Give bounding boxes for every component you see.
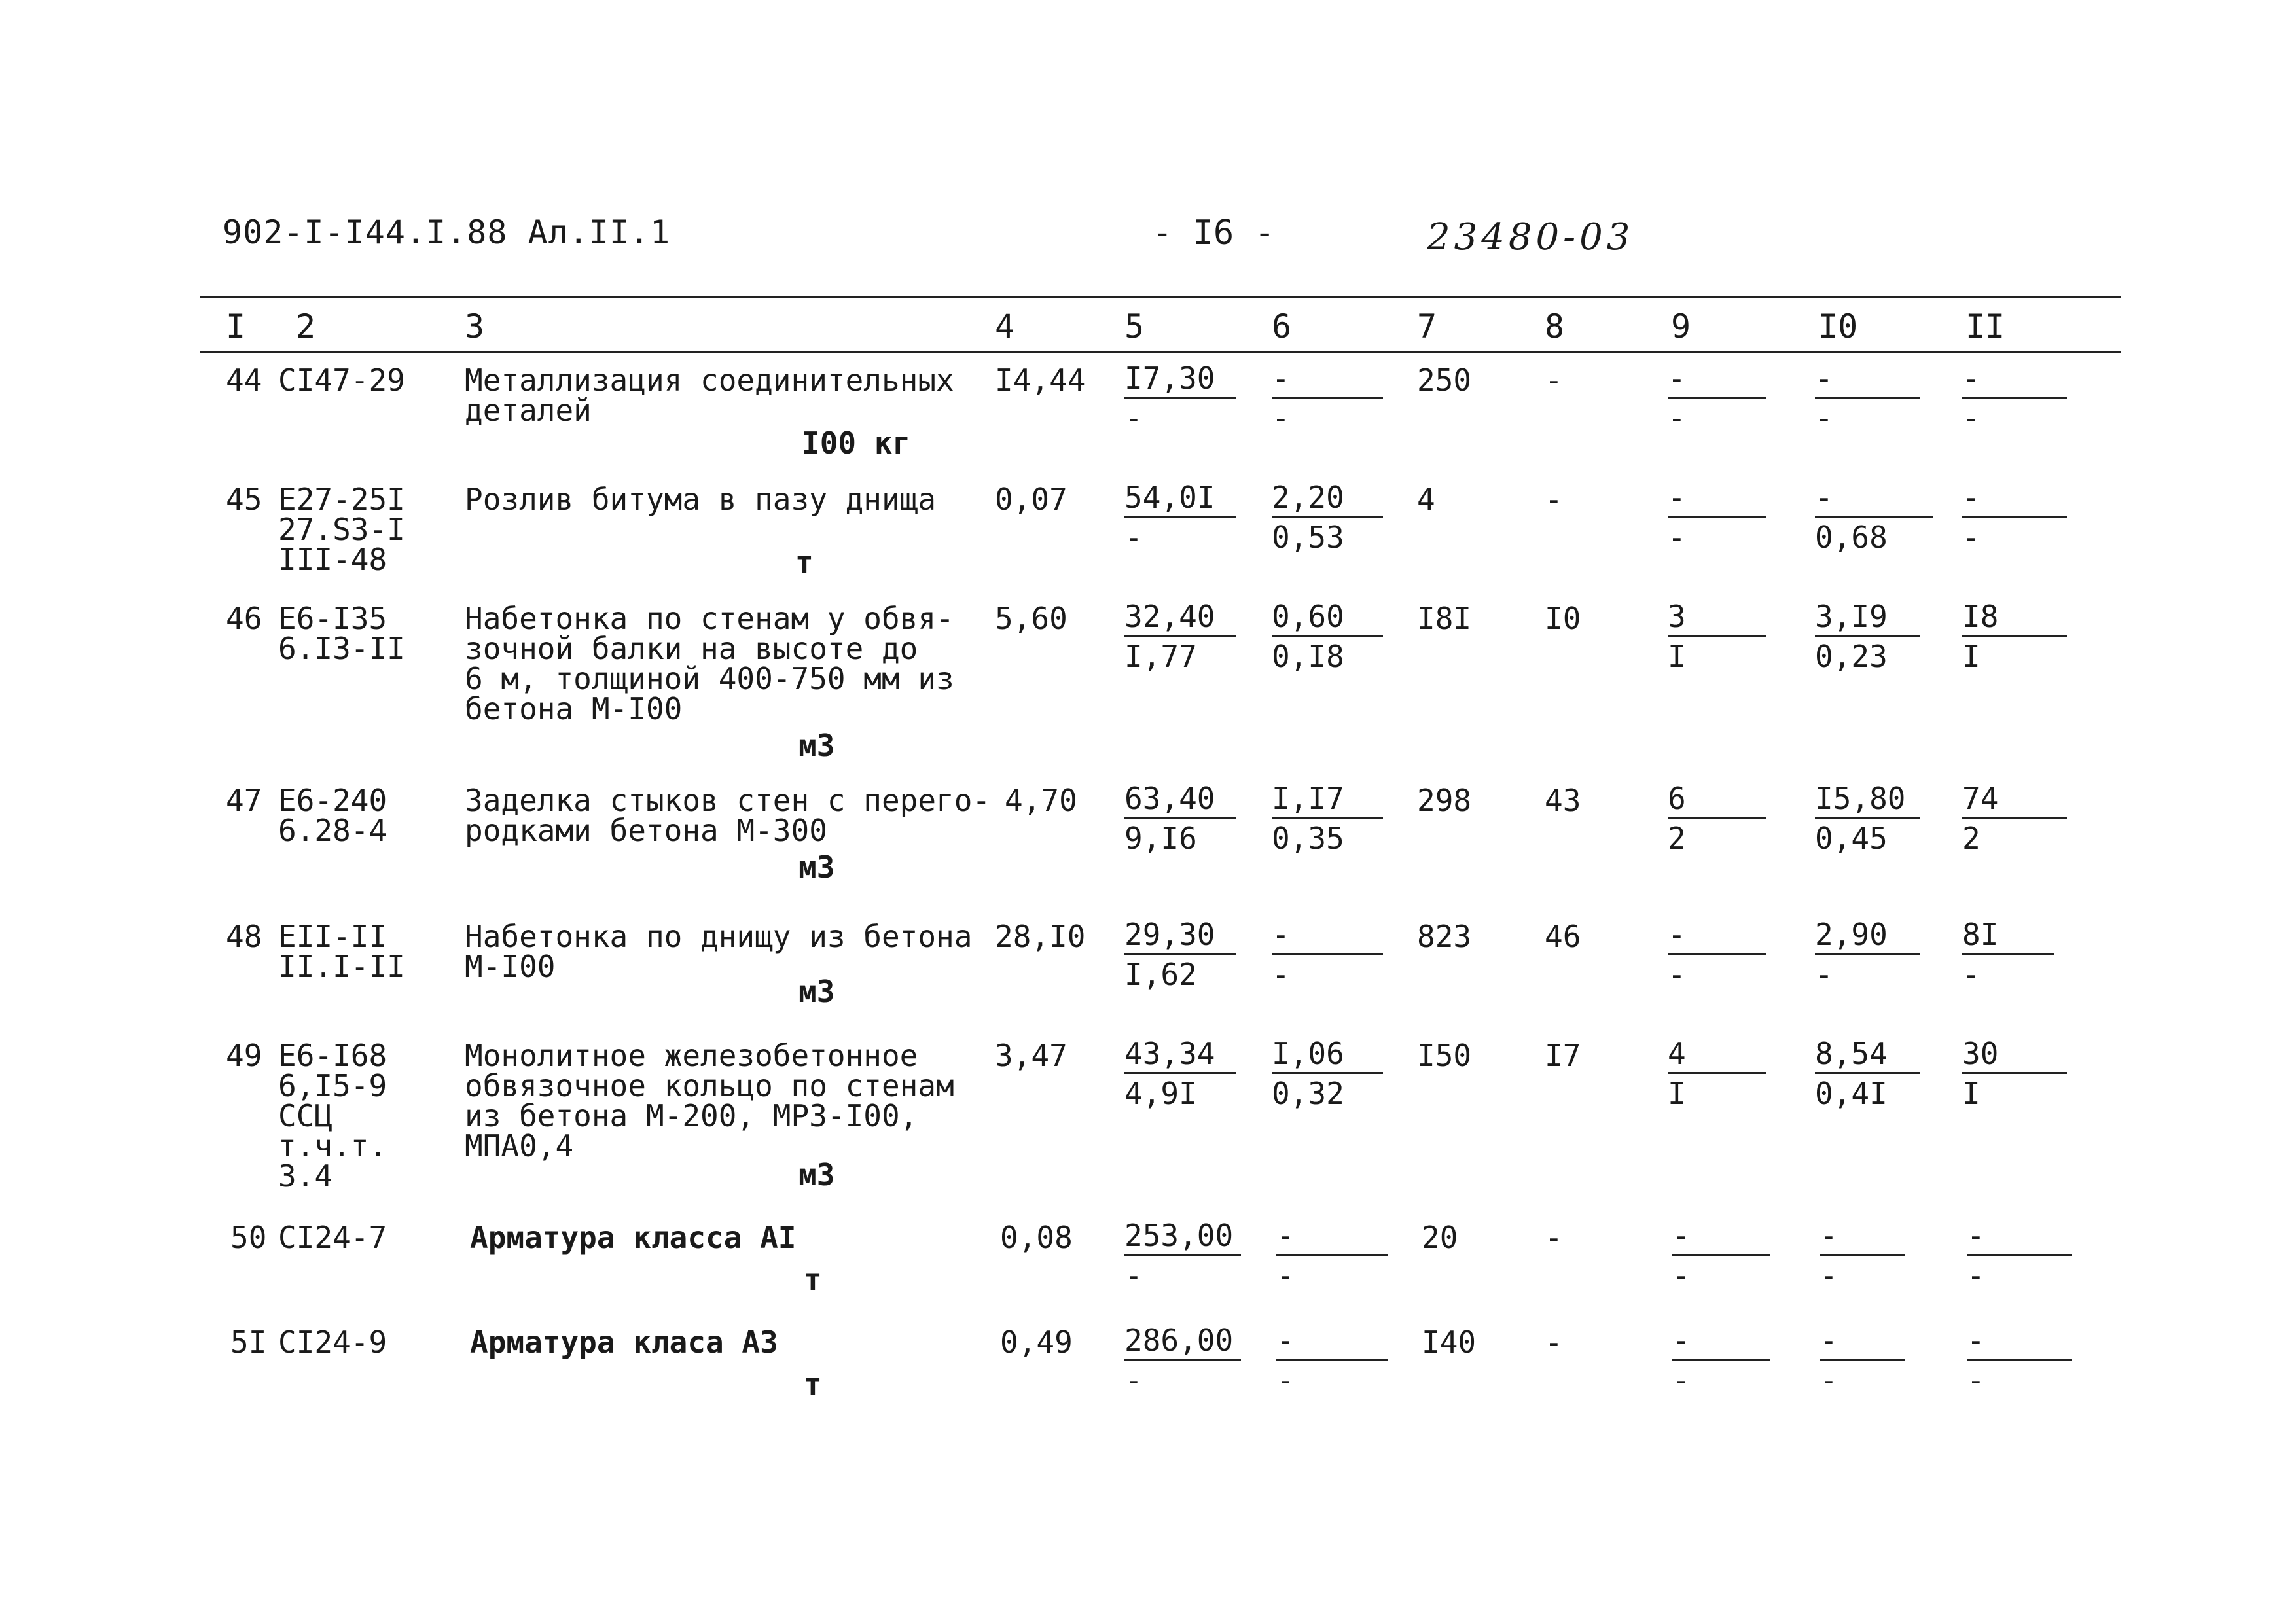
col11-fraction [1962,360,2067,435]
col9-bottom: - [1668,520,1686,555]
column-header: I0 [1818,308,1858,346]
col9-top: 6 [1668,780,1766,819]
col10-fraction [1820,1217,1905,1293]
col7-value: 250 [1417,363,1472,398]
col9-fraction [1672,1217,1770,1293]
column-header: I [226,308,246,346]
col5-bottom: - [1124,1258,1143,1293]
col6-top: 2,20 [1272,479,1383,518]
col11-bottom: I [1962,639,1981,674]
col6-fraction [1272,1035,1383,1111]
row-number: 5I [230,1325,267,1360]
col11-top: 30 [1962,1035,2067,1074]
quantity: I4,44 [995,363,1086,398]
col9-fraction [1668,598,1766,673]
rate-code: EII-II II.I-II [278,919,405,984]
col6-fraction [1272,598,1383,673]
col11-bottom: - [1967,1258,1985,1293]
col5-top: 63,40 [1124,780,1236,819]
col8-value: 46 [1545,919,1581,954]
work-description: Арматура класса AI [470,1220,797,1255]
row-number: 48 [226,919,262,954]
col5-fraction [1124,1035,1236,1111]
quantity: 0,49 [1000,1325,1073,1360]
col8-value: I7 [1545,1038,1581,1073]
col6-bottom: 0,35 [1272,821,1344,856]
unit-of-measure: м3 [798,849,835,885]
col5-top: 29,30 [1124,916,1236,955]
rate-code: E6-I68 6,I5-9 ССЦ т.ч.т. 3.4 [278,1038,387,1194]
column-header: 5 [1124,308,1145,346]
col6-top: - [1272,916,1383,955]
col10-fraction [1815,479,1933,554]
col9-top: - [1668,916,1766,955]
col10-fraction [1815,916,1920,991]
col10-fraction [1815,360,1920,435]
col7-value: I50 [1417,1038,1472,1073]
col5-top: 43,34 [1124,1035,1236,1074]
col5-bottom: - [1124,401,1143,436]
rate-code: CI24-7 [278,1220,387,1255]
col6-fraction [1272,479,1383,554]
unit-of-measure: т [795,544,814,580]
col11-fraction [1967,1322,2072,1397]
col10-top: - [1820,1322,1905,1361]
col10-top: - [1815,479,1933,518]
unit-of-measure: т [804,1262,822,1297]
col11-fraction [1962,1035,2067,1111]
table-top-rule [200,296,2121,298]
col11-top: 8I [1962,916,2054,955]
col9-bottom: I [1668,639,1686,674]
rate-code: E6-I35 6.I3-II [278,601,405,666]
col5-top: 253,00 [1124,1217,1241,1256]
col9-bottom: - [1668,401,1686,436]
col6-bottom: 0,53 [1272,520,1344,555]
column-header: II [1965,308,2005,346]
col10-fraction [1815,780,1920,855]
work-description: Металлизация соединительных деталей [465,363,954,428]
quantity: 28,I0 [995,919,1086,954]
col11-bottom: - [1962,401,1981,436]
unit-of-measure: I00 кг [802,425,911,461]
page-header [0,0,2296,275]
col5-bottom: 9,I6 [1124,821,1197,856]
col5-top: 54,0I [1124,479,1236,518]
col10-bottom: - [1820,1258,1838,1293]
col5-fraction [1124,1217,1241,1293]
col10-bottom: - [1815,401,1833,436]
col11-top: I8 [1962,598,2067,637]
col6-bottom: - [1272,957,1290,992]
col6-top: - [1272,360,1383,399]
col10-bottom: 0,23 [1815,639,1888,674]
col9-bottom: - [1672,1363,1691,1398]
col5-fraction [1124,1322,1241,1397]
col11-top: - [1967,1217,2072,1256]
work-description: Монолитное железобетонное обвязочное кольцо по стенам из бетона М-200, МРЗ-I00, МПА0,4 [465,1038,954,1164]
col10-top: - [1820,1217,1905,1256]
col5-bottom: - [1124,1363,1143,1398]
col5-top: I7,30 [1124,360,1236,399]
col10-bottom: 0,45 [1815,821,1888,856]
col9-fraction [1668,780,1766,855]
col7-value: 20 [1422,1220,1458,1255]
col9-fraction [1668,916,1766,991]
work-description: Розлив битума в пазу днища [465,482,937,517]
col5-bottom: I,77 [1124,639,1197,674]
quantity: 0,07 [995,482,1067,517]
col11-bottom: I [1962,1076,1981,1111]
col9-bottom: - [1672,1258,1691,1293]
col10-bottom: 0,68 [1815,520,1888,555]
column-header: 8 [1545,308,1565,346]
col8-value: 43 [1545,783,1581,818]
row-number: 50 [230,1220,267,1255]
column-header: 2 [296,308,316,346]
col9-fraction [1668,1035,1766,1111]
quantity: 5,60 [995,601,1067,636]
col9-fraction [1668,479,1766,554]
col5-bottom: - [1124,520,1143,555]
col10-top: 2,90 [1815,916,1920,955]
row-number: 49 [226,1038,262,1073]
col11-fraction [1962,916,2054,991]
col9-fraction [1668,360,1766,435]
row-number: 47 [226,783,262,818]
work-description: Набетонка по днищу из бетона М-I00 [465,919,973,984]
col7-value: 4 [1417,482,1435,517]
unit-of-measure: м3 [798,974,835,1009]
col9-top: - [1672,1217,1770,1256]
work-description: Заделка стыков стен с перего- родками бетона М-300 [465,783,991,848]
col6-top: 0,60 [1272,598,1383,637]
col10-fraction [1820,1322,1905,1397]
col8-value: - [1545,1220,1563,1255]
col10-bottom: 0,4I [1815,1076,1888,1111]
column-header: 4 [995,308,1015,346]
rate-code: CI24-9 [278,1325,387,1360]
col5-fraction [1124,479,1236,554]
col9-top: 4 [1668,1035,1766,1074]
col6-bottom: - [1276,1258,1295,1293]
col7-value: 298 [1417,783,1472,818]
document-code: 902-I-I44.I.88 Ал.II.1 [223,213,671,251]
col11-bottom: 2 [1962,821,1981,856]
col10-top: I5,80 [1815,780,1920,819]
col10-top: 8,54 [1815,1035,1920,1074]
col9-top: - [1668,479,1766,518]
col5-fraction [1124,598,1236,673]
col10-bottom: - [1820,1363,1838,1398]
col9-top: - [1668,360,1766,399]
col6-top: - [1276,1217,1388,1256]
col5-fraction [1124,780,1236,855]
col6-fraction [1272,360,1383,435]
col6-top: - [1276,1322,1388,1361]
rate-code: CI47-29 [278,363,405,398]
col11-bottom: - [1962,957,1981,992]
row-number: 45 [226,482,262,517]
column-header: 3 [465,308,485,346]
col6-top: I,06 [1272,1035,1383,1074]
row-number: 44 [226,363,262,398]
col11-top: 74 [1962,780,2067,819]
col10-fraction [1815,1035,1920,1111]
page-number: - I6 - [1152,213,1275,253]
col5-fraction [1124,360,1236,435]
col11-top: - [1967,1322,2072,1361]
col5-top: 286,00 [1124,1322,1241,1361]
row-number: 46 [226,601,262,636]
column-header-row [0,308,2296,347]
col7-value: 823 [1417,919,1472,954]
col9-bottom: - [1668,957,1686,992]
col10-top: 3,I9 [1815,598,1920,637]
col10-bottom: - [1815,957,1833,992]
col6-fraction [1276,1322,1388,1397]
col6-bottom: - [1276,1363,1295,1398]
column-header: 6 [1272,308,1292,346]
col8-value: - [1545,482,1563,517]
col11-fraction [1962,479,2067,554]
col5-top: 32,40 [1124,598,1236,637]
estimate-table [0,353,2296,1466]
column-header: 9 [1671,308,1691,346]
col7-value: I8I [1417,601,1472,636]
unit-of-measure: м3 [798,728,835,763]
rate-code: E27-25I 27.S3-I III-48 [278,482,405,577]
quantity: 4,70 [1005,783,1077,818]
unit-of-measure: м3 [798,1157,835,1192]
col5-bottom: 4,9I [1124,1076,1197,1111]
col6-fraction [1272,780,1383,855]
col7-value: I40 [1422,1325,1477,1360]
col6-bottom: 0,32 [1272,1076,1344,1111]
col9-bottom: I [1668,1076,1686,1111]
col6-fraction [1272,916,1383,991]
col9-top: - [1672,1322,1770,1361]
col11-fraction [1962,780,2067,855]
col11-fraction [1967,1217,2072,1293]
unit-of-measure: т [804,1366,822,1402]
col8-value: I0 [1545,601,1581,636]
col9-bottom: 2 [1668,821,1686,856]
col6-top: I,I7 [1272,780,1383,819]
col6-bottom: - [1272,401,1290,436]
quantity: 3,47 [995,1038,1067,1073]
col6-bottom: 0,I8 [1272,639,1344,674]
col8-value: - [1545,1325,1563,1360]
col5-fraction [1124,916,1236,991]
work-description: Набетонка по стенам у обвя- зочной балки на высоте до 6 м, толщиной 400-750 мм из бетона М-I00 [465,601,954,726]
col11-top: - [1962,360,2067,399]
col6-fraction [1276,1217,1388,1293]
handwritten-inventory-number: 23480-03 [1427,216,1634,259]
col9-fraction [1672,1322,1770,1397]
col11-bottom: - [1962,520,1981,555]
rate-code: E6-240 6.28-4 [278,783,387,848]
col10-top: - [1815,360,1920,399]
col9-top: 3 [1668,598,1766,637]
col11-bottom: - [1967,1363,1985,1398]
col11-fraction [1962,598,2067,673]
col11-top: - [1962,479,2067,518]
column-header: 7 [1417,308,1437,346]
quantity: 0,08 [1000,1220,1073,1255]
work-description: Арматура класа A3 [470,1325,778,1360]
col5-bottom: I,62 [1124,957,1197,992]
col10-fraction [1815,598,1920,673]
col8-value: - [1545,363,1563,398]
